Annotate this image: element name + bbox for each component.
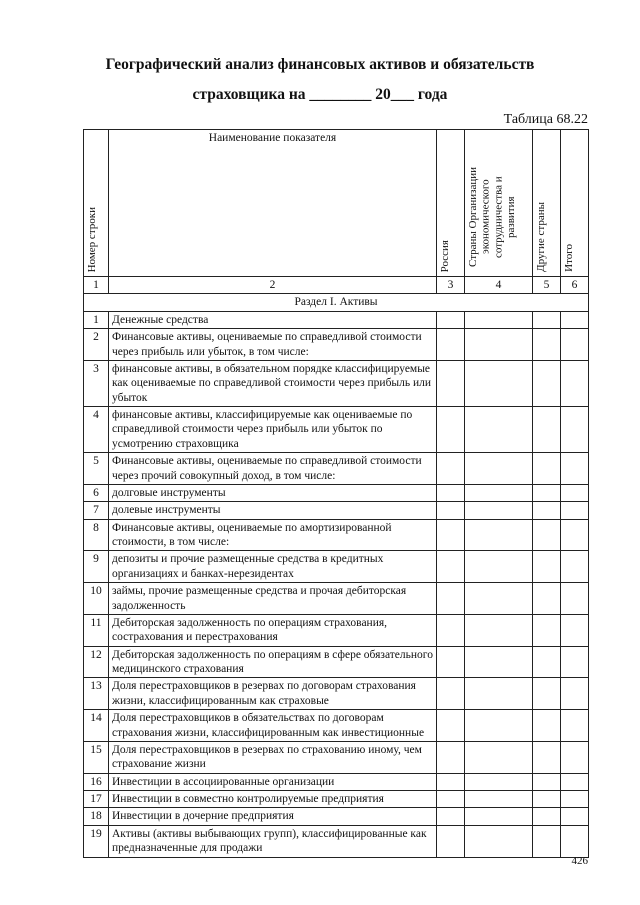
- row-indicator: Финансовые активы, оцениваемые по амортизированной стоимости, в том числе:: [109, 519, 437, 551]
- value-cell-total: [561, 646, 589, 678]
- table-row: [84, 710, 589, 742]
- header-other-countries: Другие страны: [533, 130, 561, 277]
- value-cell-other: [533, 329, 561, 361]
- row-indicator: Финансовые активы, оцениваемые по справедливой стоимости через прочий совокупный доход, в том числе:: [109, 453, 437, 485]
- value-cell-other: [533, 407, 561, 453]
- table-row: [84, 678, 589, 710]
- value-cell-russia: [437, 808, 465, 825]
- value-cell-other: [533, 825, 561, 857]
- row-indicator: Денежные средства: [109, 311, 437, 328]
- value-cell-russia: [437, 791, 465, 808]
- value-cell-total: [561, 825, 589, 857]
- value-cell-russia: [437, 614, 465, 646]
- page-number: 426: [571, 855, 588, 867]
- table-row: [84, 453, 589, 485]
- row-indicator: Инвестиции в дочерние предприятия: [109, 808, 437, 825]
- column-numbers-row: [84, 277, 589, 294]
- value-cell-other: [533, 791, 561, 808]
- header-row: [84, 130, 589, 277]
- row-number: 9: [84, 551, 109, 583]
- row-number: 5: [84, 453, 109, 485]
- value-cell-other: [533, 678, 561, 710]
- header-oecd: Страны Организации экономического сотрудничества и развития: [465, 130, 533, 277]
- row-number: 2: [84, 329, 109, 361]
- value-cell-oecd: [465, 453, 533, 485]
- row-number: 3: [84, 360, 109, 406]
- value-cell-russia: [437, 551, 465, 583]
- row-indicator: долевые инструменты: [109, 502, 437, 519]
- value-cell-russia: [437, 519, 465, 551]
- row-number: 8: [84, 519, 109, 551]
- header-total: Итого: [561, 130, 589, 277]
- value-cell-total: [561, 519, 589, 551]
- value-cell-total: [561, 614, 589, 646]
- table-row: [84, 329, 589, 361]
- value-cell-other: [533, 502, 561, 519]
- value-cell-other: [533, 710, 561, 742]
- row-number: 15: [84, 741, 109, 773]
- document-title: Географический анализ финансовых активов и обязательств: [105, 56, 535, 73]
- value-cell-other: [533, 808, 561, 825]
- value-cell-total: [561, 360, 589, 406]
- row-number: 13: [84, 678, 109, 710]
- value-cell-oecd: [465, 808, 533, 825]
- row-number: 14: [84, 710, 109, 742]
- table-row: [84, 502, 589, 519]
- value-cell-oecd: [465, 646, 533, 678]
- value-cell-other: [533, 773, 561, 790]
- value-cell-russia: [437, 646, 465, 678]
- value-cell-russia: [437, 311, 465, 328]
- value-cell-total: [561, 484, 589, 501]
- column-number: 4: [465, 277, 533, 294]
- value-cell-russia: [437, 502, 465, 519]
- value-cell-total: [561, 329, 589, 361]
- row-number: 4: [84, 407, 109, 453]
- value-cell-other: [533, 646, 561, 678]
- assets-table: [83, 129, 589, 858]
- header-indicator: Наименование показателя: [109, 130, 437, 277]
- value-cell-oecd: [465, 825, 533, 857]
- row-indicator: Доля перестраховщиков в резервах по договорам страхования жизни, классифицированным как страховые: [109, 678, 437, 710]
- header-row-number: Номер строки: [84, 130, 109, 277]
- value-cell-russia: [437, 453, 465, 485]
- column-number: 1: [84, 277, 109, 294]
- table-row: [84, 791, 589, 808]
- row-indicator: финансовые активы, в обязательном порядке классифицируемые как оцениваемые по справедливой стоимости через прибыль или убыток: [109, 360, 437, 406]
- value-cell-other: [533, 311, 561, 328]
- value-cell-russia: [437, 741, 465, 773]
- value-cell-total: [561, 311, 589, 328]
- value-cell-other: [533, 360, 561, 406]
- section-title: Раздел I. Активы: [84, 294, 589, 311]
- value-cell-oecd: [465, 583, 533, 615]
- value-cell-total: [561, 502, 589, 519]
- value-cell-total: [561, 583, 589, 615]
- value-cell-total: [561, 773, 589, 790]
- value-cell-russia: [437, 360, 465, 406]
- table-row: [84, 825, 589, 857]
- value-cell-total: [561, 407, 589, 453]
- row-number: 11: [84, 614, 109, 646]
- row-number: 1: [84, 311, 109, 328]
- value-cell-other: [533, 519, 561, 551]
- table-row: [84, 646, 589, 678]
- row-indicator: Инвестиции в ассоциированные организации: [109, 773, 437, 790]
- row-number: 7: [84, 502, 109, 519]
- table-row: [84, 407, 589, 453]
- row-number: 19: [84, 825, 109, 857]
- value-cell-oecd: [465, 360, 533, 406]
- value-cell-oecd: [465, 614, 533, 646]
- table-row: [84, 583, 589, 615]
- value-cell-other: [533, 484, 561, 501]
- row-number: 18: [84, 808, 109, 825]
- row-indicator: Финансовые активы, оцениваемые по справедливой стоимости через прибыль или убыток, в том числе:: [109, 329, 437, 361]
- row-indicator: долговые инструменты: [109, 484, 437, 501]
- row-indicator: Доля перестраховщиков в обязательствах по договорам страхования жизни, классифицированным как инвестиционные: [109, 710, 437, 742]
- value-cell-oecd: [465, 710, 533, 742]
- row-number: 17: [84, 791, 109, 808]
- value-cell-total: [561, 808, 589, 825]
- value-cell-other: [533, 583, 561, 615]
- value-cell-total: [561, 678, 589, 710]
- value-cell-total: [561, 710, 589, 742]
- row-indicator: Активы (активы выбывающих групп), классифицированные как предназначенные для продажи: [109, 825, 437, 857]
- row-indicator: Дебиторская задолженность по операциям страхования, сострахования и перестрахования: [109, 614, 437, 646]
- row-number: 12: [84, 646, 109, 678]
- value-cell-russia: [437, 484, 465, 501]
- value-cell-oecd: [465, 484, 533, 501]
- value-cell-oecd: [465, 311, 533, 328]
- value-cell-oecd: [465, 773, 533, 790]
- section-row: [84, 294, 589, 311]
- table-row: [84, 311, 589, 328]
- table-row: [84, 808, 589, 825]
- document-subtitle: страховщика на ________ 20___ года: [192, 86, 448, 103]
- table-row: [84, 773, 589, 790]
- row-number: 10: [84, 583, 109, 615]
- table-row: [84, 484, 589, 501]
- value-cell-other: [533, 551, 561, 583]
- row-number: 16: [84, 773, 109, 790]
- value-cell-oecd: [465, 678, 533, 710]
- value-cell-oecd: [465, 329, 533, 361]
- value-cell-oecd: [465, 407, 533, 453]
- value-cell-oecd: [465, 502, 533, 519]
- row-indicator: депозиты и прочие размещенные средства в кредитных организациях и банках-нерезидентах: [109, 551, 437, 583]
- value-cell-oecd: [465, 791, 533, 808]
- value-cell-oecd: [465, 741, 533, 773]
- table-row: [84, 551, 589, 583]
- row-indicator: Доля перестраховщиков в резервах по страхованию иному, чем страхование жизни: [109, 741, 437, 773]
- value-cell-total: [561, 791, 589, 808]
- table-label: Таблица 68.22: [503, 112, 588, 127]
- table-row: [84, 519, 589, 551]
- value-cell-russia: [437, 329, 465, 361]
- value-cell-russia: [437, 825, 465, 857]
- value-cell-oecd: [465, 551, 533, 583]
- row-indicator: финансовые активы, классифицируемые как оцениваемые по справедливой стоимости через прибыль или убыток по усмотрению страховщика: [109, 407, 437, 453]
- value-cell-oecd: [465, 519, 533, 551]
- column-number: 2: [109, 277, 437, 294]
- row-indicator: Инвестиции в совместно контролируемые предприятия: [109, 791, 437, 808]
- value-cell-total: [561, 741, 589, 773]
- header-russia: Россия: [437, 130, 465, 277]
- column-number: 5: [533, 277, 561, 294]
- table-row: [84, 614, 589, 646]
- column-number: 6: [561, 277, 589, 294]
- value-cell-russia: [437, 678, 465, 710]
- table-row: [84, 741, 589, 773]
- row-number: 6: [84, 484, 109, 501]
- value-cell-other: [533, 453, 561, 485]
- value-cell-russia: [437, 710, 465, 742]
- value-cell-russia: [437, 407, 465, 453]
- table-row: [84, 360, 589, 406]
- value-cell-russia: [437, 583, 465, 615]
- column-number: 3: [437, 277, 465, 294]
- value-cell-total: [561, 551, 589, 583]
- value-cell-other: [533, 614, 561, 646]
- value-cell-russia: [437, 773, 465, 790]
- row-indicator: Дебиторская задолженность по операциям в сфере обязательного медицинского страхования: [109, 646, 437, 678]
- value-cell-total: [561, 453, 589, 485]
- value-cell-other: [533, 741, 561, 773]
- row-indicator: займы, прочие размещенные средства и прочая дебиторская задолженность: [109, 583, 437, 615]
